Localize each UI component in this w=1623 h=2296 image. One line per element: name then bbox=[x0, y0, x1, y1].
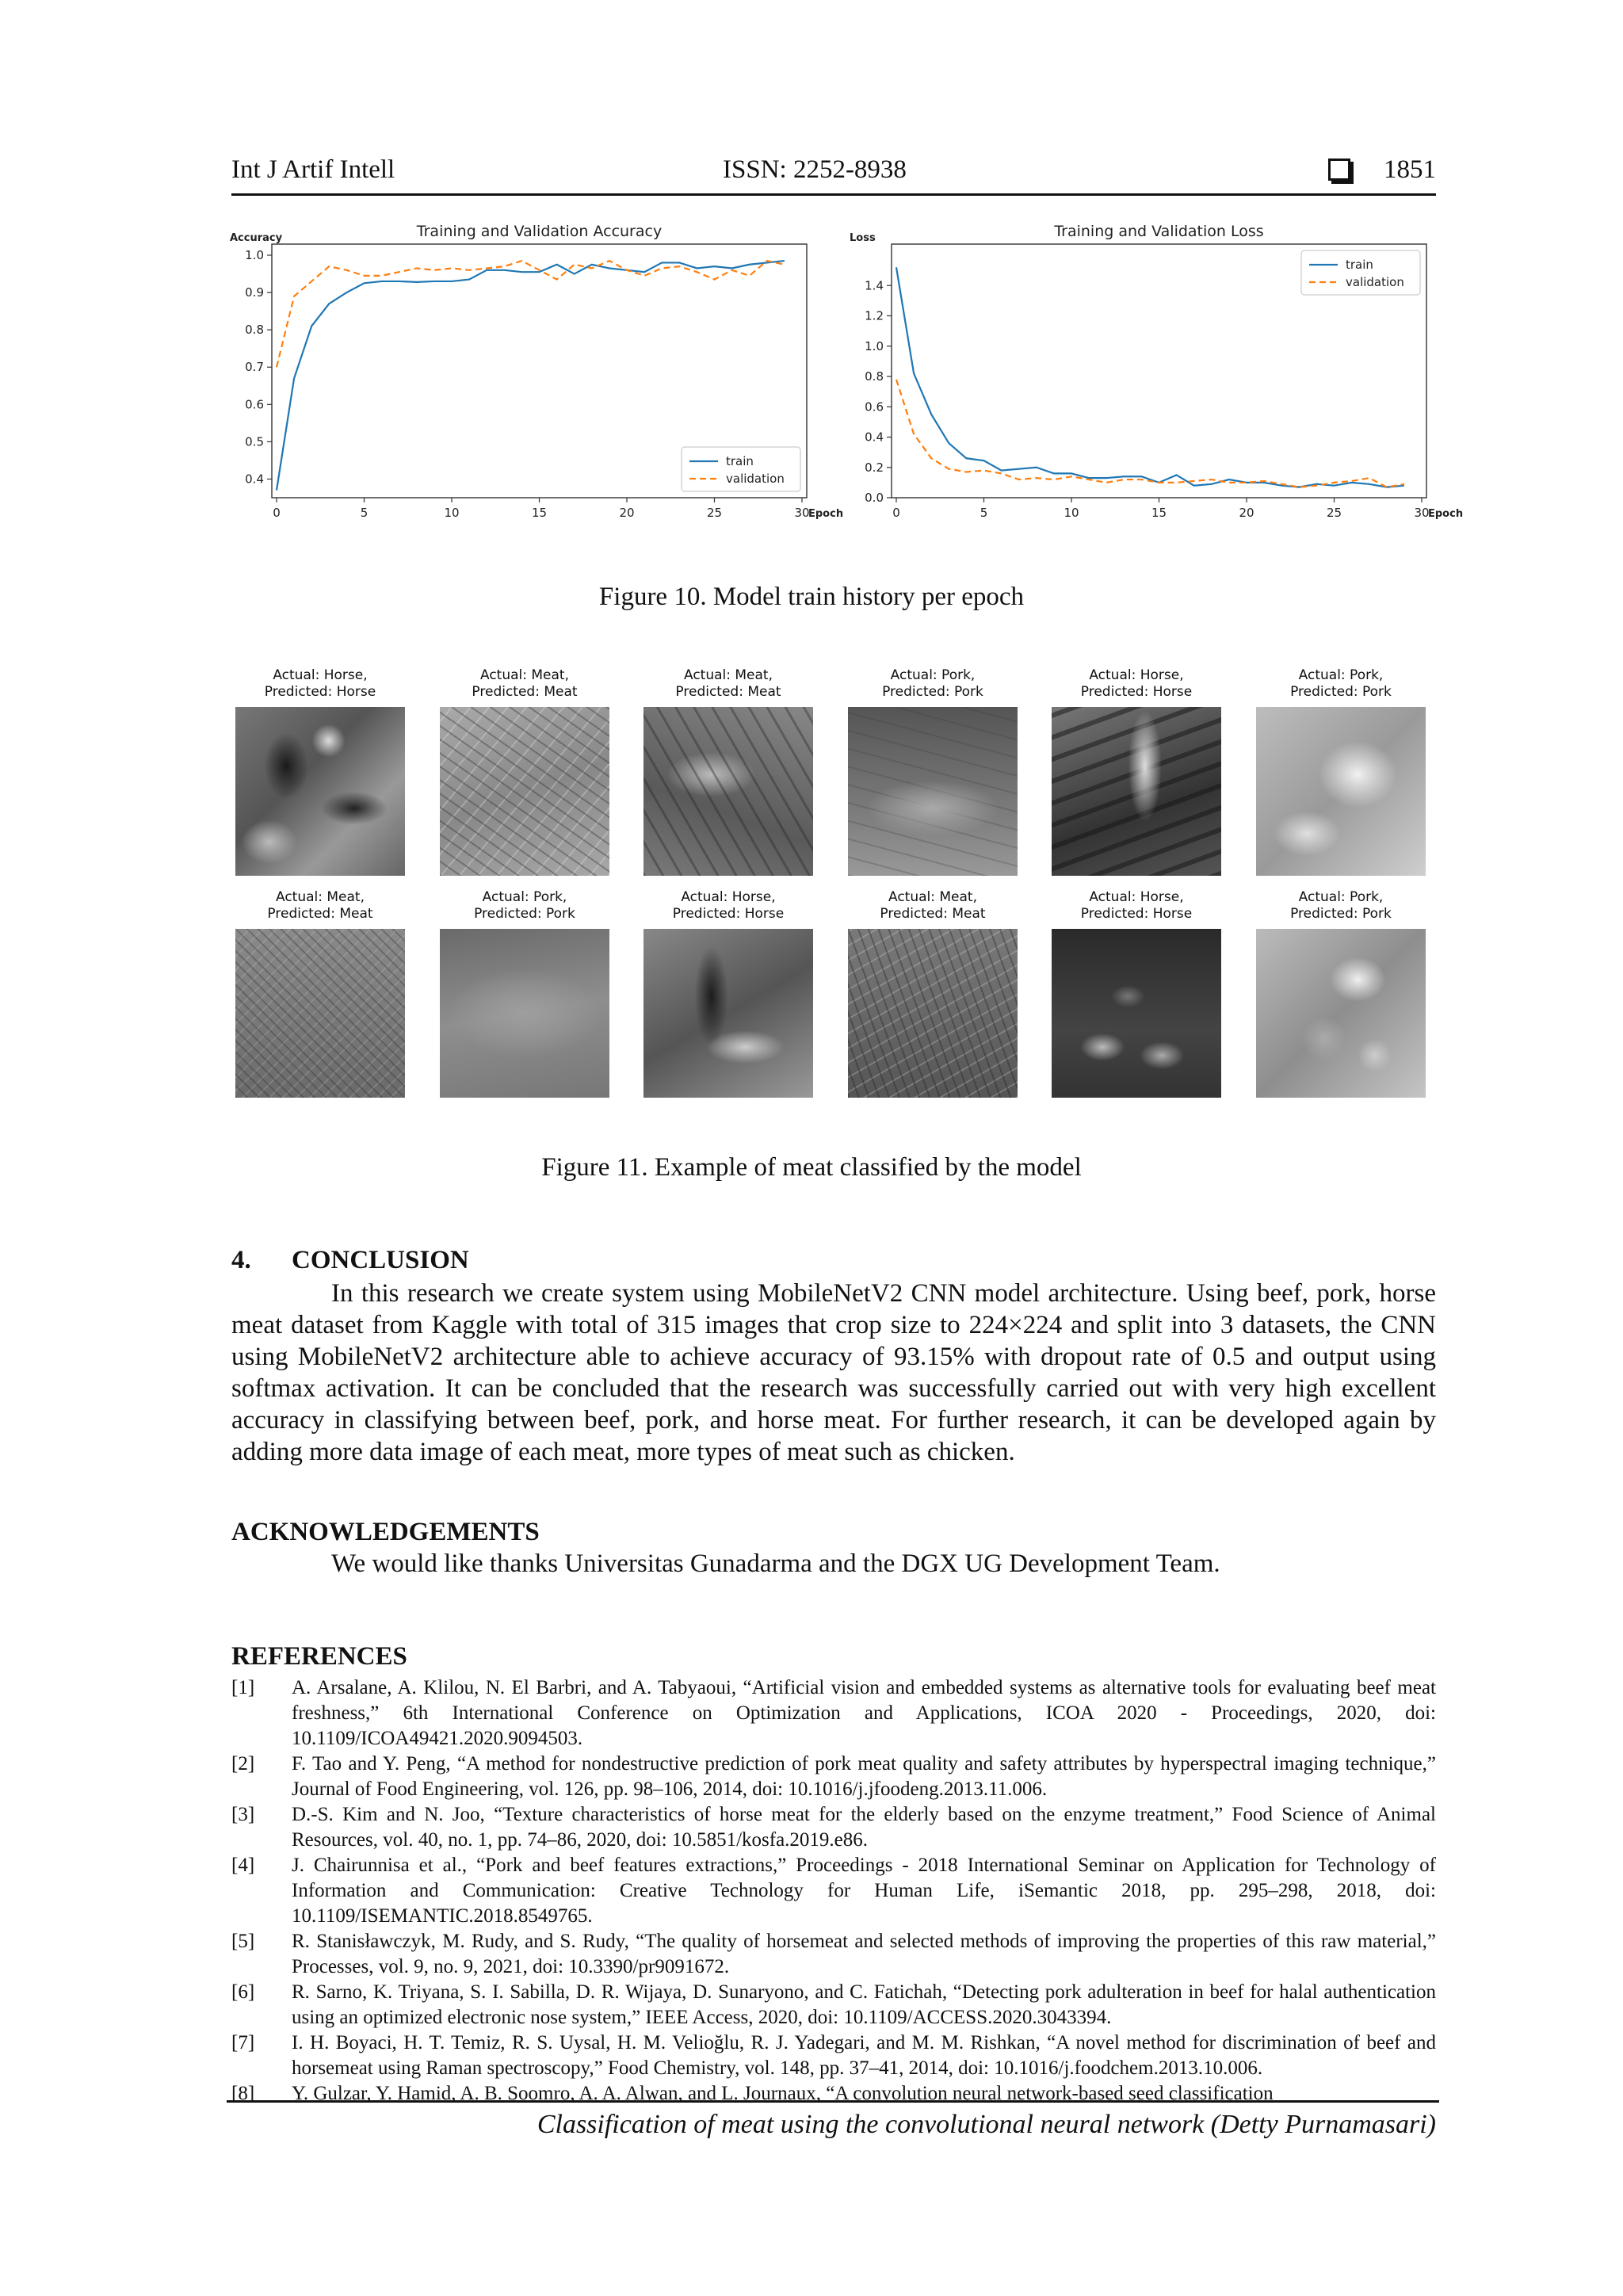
reference-text: I. H. Boyaci, H. T. Temiz, R. S. Uysal, H. M. Velioğlu, R. J. Yadegari, and M. M. Rishkan, “A novel method for discrimination of beef and horsemeat using Raman spectroscopy,” Food Chemistry, vol. 148, pp. 37–41, 2014, doi: 10.1016/j.foodchem.2013.10.006. bbox=[292, 2032, 1436, 2079]
y-tick-label: 0.6 bbox=[245, 397, 264, 412]
meat-texture-image bbox=[848, 707, 1018, 876]
x-tick-label: 25 bbox=[706, 506, 723, 520]
references-heading: REFERENCES bbox=[231, 1642, 407, 1671]
checkbox-square-icon bbox=[1328, 159, 1350, 181]
actual-label: Actual: Horse, bbox=[681, 889, 776, 905]
y-tick-label: 0.4 bbox=[245, 472, 264, 487]
reference-text: Y. Gulzar, Y. Hamid, A. B. Soomro, A. A. Alwan, and L. Journaux, “A convolution neural network-based seed classification bbox=[292, 2083, 1274, 2104]
accuracy-chart bbox=[228, 220, 844, 545]
y-tick-label: 0.7 bbox=[245, 360, 264, 375]
meat-texture-image bbox=[643, 707, 813, 876]
y-tick-label: 1.4 bbox=[865, 278, 884, 293]
y-tick-label: 0.2 bbox=[865, 460, 884, 475]
predicted-label: Predicted: Pork bbox=[1290, 684, 1392, 700]
acknowledgements-text: We would like thanks Universitas Gunadarma and the DGX UG Development Team. bbox=[331, 1549, 1220, 1578]
x-tick-label: 20 bbox=[619, 506, 635, 520]
x-axis-label: Epoch bbox=[1428, 508, 1464, 520]
reference-item bbox=[231, 1675, 1436, 1752]
meat-sample bbox=[1252, 667, 1430, 876]
x-tick-label: 0 bbox=[273, 506, 281, 520]
reference-text: F. Tao and Y. Peng, “A method for nondestructive prediction of pork meat quality and safety attributes by hyperspectral imaging technique,” Journal of Food Engineering, vol. 126, pp. 98–106, 2014, doi: 10.1016/j.jfoodeng.2013.11.006. bbox=[292, 1753, 1436, 1800]
meat-texture-image bbox=[1256, 707, 1426, 876]
legend-label: validation bbox=[1346, 275, 1404, 289]
meat-sample bbox=[231, 889, 409, 1098]
reference-number: [3] bbox=[231, 1804, 255, 1825]
chart-title: Training and Validation Loss bbox=[1054, 223, 1264, 240]
predicted-label: Predicted: Horse bbox=[1080, 906, 1193, 922]
y-axis-label: Loss bbox=[850, 232, 876, 244]
reference-number: [5] bbox=[231, 1931, 255, 1952]
legend-label: validation bbox=[726, 472, 785, 486]
actual-label: Actual: Horse, bbox=[273, 667, 368, 683]
loss-chart bbox=[848, 220, 1464, 545]
x-tick-label: 25 bbox=[1326, 506, 1342, 520]
journal-name: Int J Artif Intell bbox=[231, 155, 395, 184]
meat-texture-image bbox=[1256, 929, 1426, 1098]
conclusion-paragraph: In this research we create system using MobileNetV2 CNN model architecture. Using beef, pork, horse meat dataset from Kaggle with total of 315 images that crop size to 224×224 and split into 3 datasets, the CNN using MobileNetV2 architecture able to achieve accuracy of 93.15% with dropout rate of 0.5 and output using softmax activation. It can be concluded that the research was successfully carried out with very high excellent accuracy in classifying between beef, pork, and horse meat. For further research, it can be developed again by adding more data image of each meat, more types of meat such as chicken. bbox=[231, 1279, 1436, 1466]
y-tick-label: 0.4 bbox=[865, 430, 884, 445]
reference-item bbox=[231, 1980, 1436, 2030]
meat-texture-image bbox=[235, 929, 405, 1098]
x-tick-label: 15 bbox=[531, 506, 548, 520]
meat-sample bbox=[1252, 889, 1430, 1098]
y-tick-label: 0.8 bbox=[865, 369, 884, 384]
chart-title: Training and Validation Accuracy bbox=[416, 223, 663, 240]
meat-texture-image bbox=[1052, 929, 1221, 1098]
series-line-train bbox=[896, 267, 1404, 487]
actual-label: Actual: Pork, bbox=[1298, 667, 1384, 683]
meat-texture-image bbox=[848, 929, 1018, 1098]
actual-label: Actual: Pork, bbox=[1298, 889, 1384, 905]
meat-sample bbox=[844, 889, 1022, 1098]
reference-item bbox=[231, 2081, 1436, 2107]
section-number: 4. bbox=[231, 1246, 251, 1274]
reference-text: R. Stanisławczyk, M. Rudy, and S. Rudy, “The quality of horsemeat and selected methods of improving the properties of this raw material,” Processes, vol. 9, no. 9, 2021, doi: 10.3390/pr9091672. bbox=[292, 1931, 1436, 1977]
actual-label: Actual: Meat, bbox=[683, 667, 773, 683]
meat-sample bbox=[1048, 889, 1225, 1098]
reference-item bbox=[231, 2030, 1436, 2081]
figure10-caption: Figure 10. Model train history per epoch bbox=[598, 583, 1025, 611]
reference-text: J. Chairunnisa et al., “Pork and beef features extractions,” Proceedings - 2018 International Seminar on Application for Technology of Information and Communication: Creative Technology for Human Life, iSemantic 2018, pp. 295–298, 2018, doi: 10.1109/ISEMANTIC.2018.8549765. bbox=[292, 1855, 1436, 1927]
actual-label: Actual: Meat, bbox=[888, 889, 977, 905]
predicted-label: Predicted: Meat bbox=[675, 684, 781, 700]
predicted-label: Predicted: Horse bbox=[672, 906, 785, 922]
predicted-label: Predicted: Meat bbox=[880, 906, 986, 922]
conclusion-heading bbox=[231, 1246, 469, 1275]
predicted-label: Predicted: Pork bbox=[474, 906, 575, 922]
reference-text: A. Arsalane, A. Klilou, N. El Barbri, and A. Tabyaoui, “Artificial vision and embedded systems as alternative tools for evaluating beef meat freshness,” 6th International Conference on Optimization and Applications, ICOA 2020 - Proceedings, 2020, doi: 10.1109/ICOA49421.2020.9094503. bbox=[292, 1677, 1436, 1749]
meat-texture-image bbox=[440, 929, 609, 1098]
predicted-label: Predicted: Pork bbox=[1290, 906, 1392, 922]
figure11-caption: Figure 11. Example of meat classified by the model bbox=[541, 1153, 1082, 1182]
y-tick-label: 0.0 bbox=[865, 491, 884, 505]
meat-sample bbox=[436, 667, 613, 876]
predicted-label: Predicted: Horse bbox=[264, 684, 376, 700]
x-tick-label: 5 bbox=[980, 506, 988, 520]
section-title: CONCLUSION bbox=[292, 1246, 469, 1274]
actual-label: Actual: Meat, bbox=[275, 889, 365, 905]
page-number: 1851 bbox=[1384, 155, 1436, 184]
predicted-label: Predicted: Pork bbox=[882, 684, 983, 700]
x-axis-label: Epoch bbox=[808, 508, 844, 520]
actual-label: Actual: Horse, bbox=[1089, 889, 1184, 905]
y-tick-label: 0.8 bbox=[245, 323, 264, 338]
y-axis-label: Accuracy bbox=[230, 232, 283, 244]
meat-sample bbox=[640, 667, 817, 876]
meat-sample bbox=[640, 889, 817, 1098]
meat-texture-image bbox=[235, 707, 405, 876]
reference-number: [6] bbox=[231, 1981, 255, 2003]
running-header bbox=[231, 155, 1436, 196]
reference-item bbox=[231, 1752, 1436, 1802]
series-line-validation bbox=[277, 261, 785, 367]
actual-label: Actual: Horse, bbox=[1089, 667, 1184, 683]
reference-number: [8] bbox=[231, 2083, 255, 2104]
y-tick-label: 1.0 bbox=[865, 338, 884, 353]
x-tick-label: 10 bbox=[444, 506, 460, 520]
y-tick-label: 1.0 bbox=[245, 248, 264, 262]
reference-item bbox=[231, 1853, 1436, 1929]
x-tick-label: 30 bbox=[794, 506, 810, 520]
reference-number: [7] bbox=[231, 2032, 255, 2053]
issn: ISSN: 2252-8938 bbox=[723, 155, 907, 184]
x-tick-label: 10 bbox=[1064, 506, 1079, 520]
meat-texture-image bbox=[1052, 707, 1221, 876]
reference-text: D.-S. Kim and N. Joo, “Texture characteristics of horse meat for the elderly based on the enzyme treatment,” Food Science of Animal Resources, vol. 40, no. 1, pp. 74–86, 2020, doi: 10.5851/kosfa.2019.e86. bbox=[292, 1804, 1436, 1851]
reference-number: [2] bbox=[231, 1753, 255, 1775]
footer-rule bbox=[227, 2100, 1439, 2103]
running-footer: Classification of meat using the convolutional neural network (Detty Purnamasari) bbox=[537, 2110, 1436, 2139]
x-tick-label: 20 bbox=[1239, 506, 1254, 520]
reference-text: R. Sarno, K. Triyana, S. I. Sabilla, D. R. Wijaya, D. Sunaryono, and C. Fatichah, “Detecting pork adulteration in beef for halal authentication using an optimized electronic nose system,” IEEE Access, 2020, doi: 10.1109/ACCESS.2020.3043394. bbox=[292, 1981, 1436, 2028]
meat-sample bbox=[436, 889, 613, 1098]
meat-sample bbox=[231, 667, 409, 876]
actual-label: Actual: Pork, bbox=[890, 667, 976, 683]
series-line-validation bbox=[896, 380, 1404, 487]
x-tick-label: 30 bbox=[1414, 506, 1430, 520]
x-tick-label: 15 bbox=[1151, 506, 1167, 520]
reference-number: [1] bbox=[231, 1677, 255, 1698]
reference-item bbox=[231, 1802, 1436, 1853]
reference-number: [4] bbox=[231, 1855, 255, 1876]
reference-list bbox=[231, 1675, 1436, 2107]
y-tick-label: 0.9 bbox=[245, 285, 264, 300]
legend-label: train bbox=[1346, 258, 1373, 272]
x-tick-label: 0 bbox=[892, 506, 900, 520]
y-tick-label: 0.6 bbox=[865, 399, 884, 415]
predicted-label: Predicted: Meat bbox=[472, 684, 578, 700]
reference-item bbox=[231, 1929, 1436, 1980]
actual-label: Actual: Pork, bbox=[482, 889, 567, 905]
x-tick-label: 5 bbox=[360, 506, 369, 520]
meat-sample bbox=[844, 667, 1022, 876]
predicted-label: Predicted: Horse bbox=[1080, 684, 1193, 700]
meat-texture-image bbox=[643, 929, 813, 1098]
legend-label: train bbox=[726, 454, 754, 468]
actual-label: Actual: Meat, bbox=[479, 667, 569, 683]
y-tick-label: 0.5 bbox=[245, 434, 264, 449]
meat-sample bbox=[1048, 667, 1225, 876]
y-tick-label: 1.2 bbox=[865, 308, 884, 323]
predicted-label: Predicted: Meat bbox=[267, 906, 373, 922]
meat-texture-image bbox=[440, 707, 609, 876]
acknowledgements-heading: ACKNOWLEDGEMENTS bbox=[231, 1518, 540, 1546]
